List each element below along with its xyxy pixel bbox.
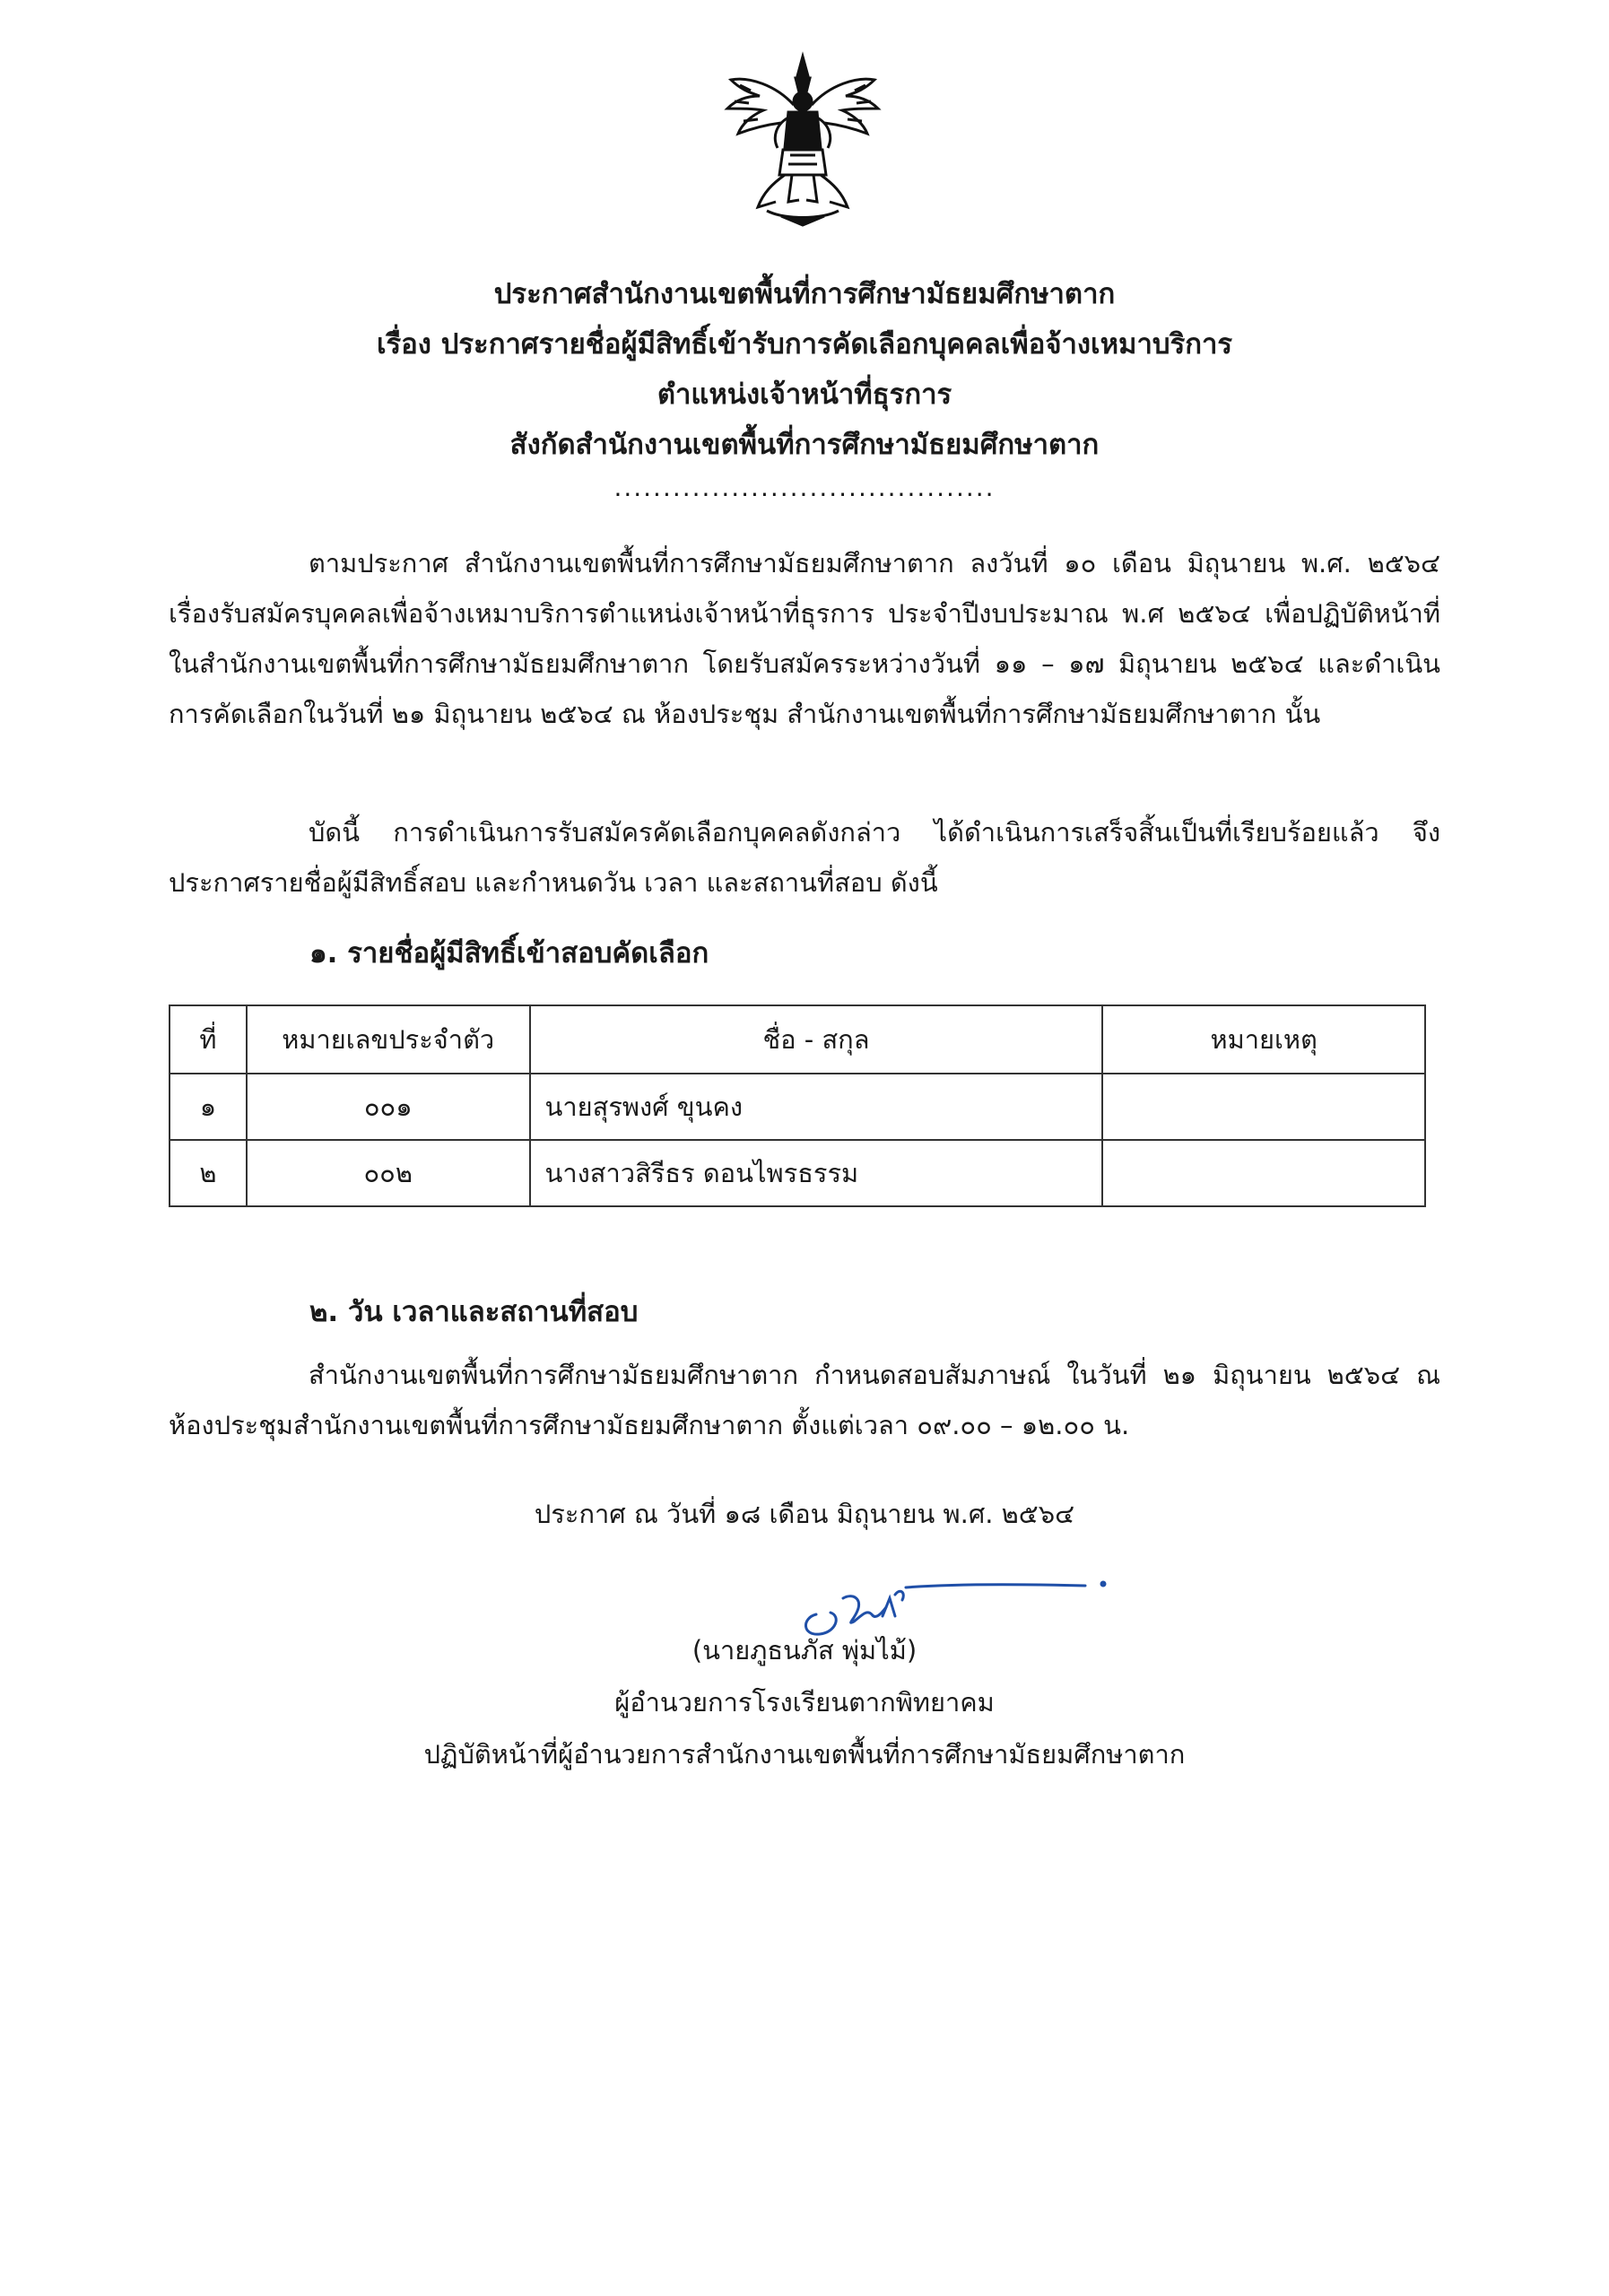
header-line-1: ประกาศสำนักงานเขตพื้นที่การศึกษามัธยมศึกษาตาก [493, 278, 1116, 310]
section-1-heading: ๑. รายชื่อผู้มีสิทธิ์เข้าสอบคัดเลือก [309, 937, 709, 970]
paragraph-2 [169, 807, 1440, 908]
paragraph-3 [169, 1350, 1440, 1450]
table-header-row [170, 1005, 1425, 1074]
row-note [1102, 1074, 1425, 1140]
paragraph-1 [169, 538, 1440, 739]
header-affiliation: สังกัดสำนักงานเขตพื้นที่การศึกษามัธยมศึกษาตาก [509, 429, 1100, 461]
row-id: ๐๐๑ [247, 1074, 530, 1140]
header-note: หมายเหตุ [1102, 1005, 1425, 1074]
row-id: ๐๐๒ [247, 1140, 530, 1206]
paragraph-1-text: ตามประกาศ สำนักงานเขตพื้นที่การศึกษามัธยมศึกษาตาก ลงวันที่ ๑๐ เดือน มิถุนายน พ.ศ. ๒๕๖๔ เรื่องรับสมัครบุคคลเพื่อจ้างเหมาบริการตำแหน่งเจ้าหน้าที่ธุรการ ประจำปีงบประมาณ พ.ศ ๒๕๖๔ เพื่อปฏิบัติหน้าที่ในสำนักงานเขตพื้นที่การศึกษามัธยมศึกษาตาก โดยรับสมัครระหว่างวันที่ ๑๑ – ๑๗ มิถุนายน ๒๕๖๔ และดำเนินการคัดเลือกในวันที่ ๒๑ มิถุนายน ๒๕๖๔ ณ ห้องประชุม สำนักงานเขตพื้นที่การศึกษามัธยมศึกษาตาก นั้น [169, 548, 1440, 729]
section-2-heading: ๒. วัน เวลาและสถานที่สอบ [309, 1296, 639, 1328]
signer-name: (นายภูธนภัส พุ่มไม้) [691, 1635, 918, 1665]
table-row [170, 1140, 1425, 1206]
row-name: นายสุรพงศ์ ขุนคง [530, 1074, 1103, 1140]
row-note [1102, 1140, 1425, 1206]
announcement-header [0, 269, 1609, 506]
table-row [170, 1074, 1425, 1140]
signer-title-1: ผู้อำนวยการโรงเรียนตากพิทยาคม [614, 1687, 995, 1718]
row-name: นางสาวสิรีธร ดอนไพรธรรม [530, 1140, 1103, 1206]
paragraph-2-text: บัดนี้ การดำเนินการรับสมัครคัดเลือกบุคคลดังกล่าว ได้ดำเนินการเสร็จสิ้นเป็นที่เรียบร้อยแล้ว จึงประกาศรายชื่อผู้มีสิทธิ์สอบ และกำหนดวัน เวลา และสถานที่สอบ ดังนี้ [169, 817, 1440, 898]
candidate-table [169, 1004, 1426, 1207]
header-name: ชื่อ - สกุล [530, 1005, 1103, 1074]
paragraph-3-text: สำนักงานเขตพื้นที่การศึกษามัธยมศึกษาตาก กำหนดสอบสัมภาษณ์ ในวันที่ ๒๑ มิถุนายน ๒๕๖๔ ณ ห้องประชุมสำนักงานเขตพื้นที่การศึกษามัธยมศึกษาตาก ตั้งแต่เวลา ๐๙.๐๐ – ๑๒.๐๐ น. [169, 1360, 1440, 1440]
header-no: ที่ [170, 1005, 247, 1074]
header-separator: ....................................... [613, 473, 996, 502]
announce-date: ประกาศ ณ วันที่ ๑๘ เดือน มิถุนายน พ.ศ. ๒๕๖๔ [534, 1499, 1075, 1529]
garuda-emblem-icon [713, 49, 892, 229]
signer-title-2: ปฏิบัติหน้าที่ผู้อำนวยการสำนักงานเขตพื้นที่การศึกษามัธยมศึกษาตาก [423, 1739, 1186, 1770]
header-subject: เรื่อง ประกาศรายชื่อผู้มีสิทธิ์เข้ารับการคัดเลือกบุคคลเพื่อจ้างเหมาบริการ [376, 328, 1233, 361]
row-no: ๒ [170, 1140, 247, 1206]
header-position: ตำแหน่งเจ้าหน้าที่ธุรการ [657, 378, 952, 411]
row-no: ๑ [170, 1074, 247, 1140]
header-id: หมายเลขประจำตัว [247, 1005, 530, 1074]
